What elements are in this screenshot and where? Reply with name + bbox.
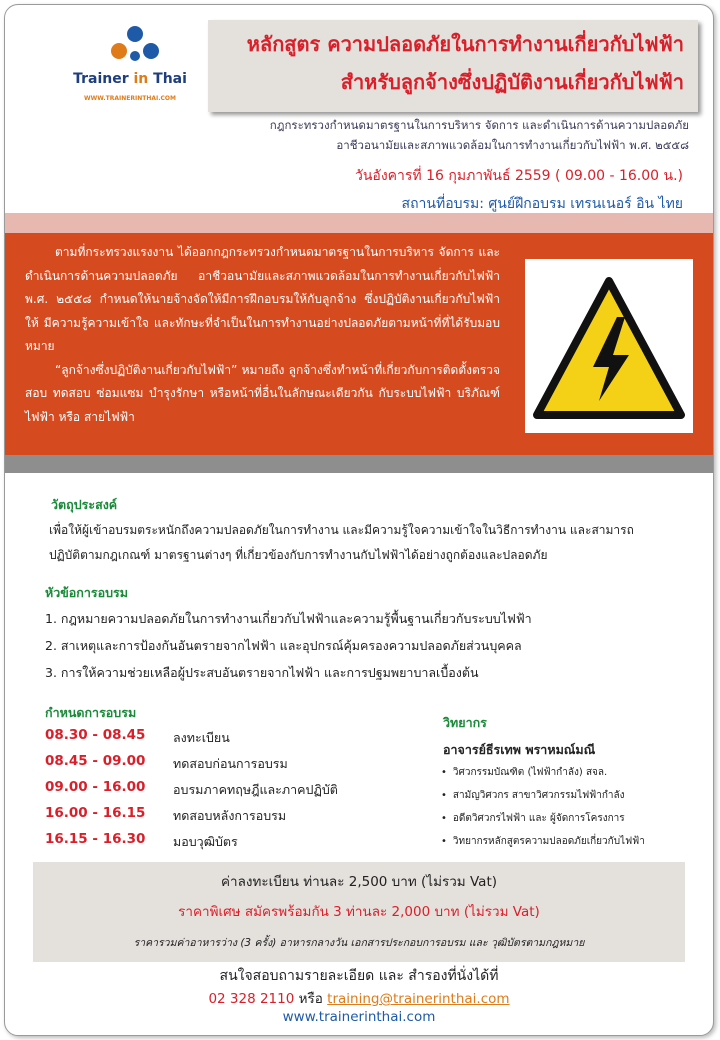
credential-item: • อดีตวิศวกรไฟฟ้า และ ผู้จัดการโครงการ [441,807,645,830]
schedule-time-4: 16.00 - 16.15 [45,805,146,821]
regulation-line2: อาชีวอนามัยและสภาพแวดล้อมในการทำงานเกี่ยวกับไฟฟ้า พ.ศ. ๒๕๕๘ [336,138,689,152]
topics-heading: หัวข้อการอบรม [45,585,129,600]
logo-name: Trainer in Thai [73,71,187,87]
credential-item: • สามัญวิศวกร สาขาวิศวกรรมไฟฟ้ากำลัง [441,784,645,807]
schedule-time-1: 08.30 - 08.45 [45,727,146,743]
speaker-name: อาจารย์ธีรเทพ พราหมณ์มณี [443,742,596,757]
schedule-time-5: 16.15 - 16.30 [45,831,146,847]
pricing-box [33,862,685,962]
objective-line2: ปฏิบัติตามกฎเกณฑ์ มาตรฐานต่างๆ ที่เกี่ยวข้องกับการทำงานกับไฟฟ้าได้อย่างถูกต้องและปลอดภัย [49,548,548,562]
topic-item-1: 1. กฎหมายความปลอดภัยในการทำงานเกี่ยวกับไฟฟ้าและความรู้พื้นฐานเกี่ยวกับระบบไฟฟ้า [45,611,532,626]
contact-phone[interactable]: 02 328 2110 [208,991,295,1007]
speaker-credentials [441,761,645,853]
intro-paragraph-2: “ลูกจ้างซึ่งปฏิบัติงานเกี่ยวกับไฟฟ้า” หมายถึง ลูกจ้างซึ่งทำหน้าที่เกี่ยวกับการติดตั้งตรวจสอบ ทดสอบ ซ่อมแซม บำรุงรักษา หรือหน้าที่อื่นในลักษณะเดียวกัน กับระบบไฟฟ้า บริภัณฑ์ไฟฟ้า หรือ สายไฟฟ้า [25,362,500,424]
contact-or: หรือ [294,991,328,1007]
high-voltage-warning-icon [525,259,693,433]
logo-dots-icon [95,25,175,75]
speaker-heading: วิทยากร [443,715,487,730]
special-price: ราคาพิเศษ สมัครพร้อมกัน 3 ท่านละ 2,000 บาท (ไม่รวม Vat) [178,904,540,920]
website-link[interactable]: www.trainerinthai.com [282,1009,436,1025]
schedule-activity-4: ทดสอบหลังการอบรม [173,808,287,823]
objective-heading: วัตถุประสงค์ [51,497,118,512]
topic-item-2: 2. สาเหตุและการป้องกันอันตรายจากไฟฟ้า และอุปกรณ์คุ้มครองความปลอดภัยส่วนบุคคล [45,638,522,653]
schedule-activity-5: มอบวุฒิบัตร [173,834,238,849]
credential-item: • วิศวกรรมบัณฑิต (ไฟฟ้ากำลัง) สจล. [441,761,645,784]
contact-details [5,987,713,1009]
schedule-activity-1: ลงทะเบียน [173,730,230,745]
warning-sign-panel [525,259,693,433]
credential-item: • วิทยากรหลักสูตรความปลอดภัยเกี่ยวกับไฟฟ้า [441,830,645,853]
schedule-time-3: 09.00 - 16.00 [45,779,146,795]
intro-paragraph-1: ตามที่กระทรวงแรงงาน ได้ออกกฎกระทรวงกำหนดมาตรฐานในการบริหาร จัดการ และดำเนินการด้านความปลอดภัย อาชีวอนามัยและสภาพแวดล้อมในการทำงานเกี่ยวกับไฟฟ้า พ.ศ. ๒๕๕๘ กำหนดให้นายจ้างจัดให้มีการฝึกอบรมให้กับลูกจ้าง ซึ่งปฏิบัติงานเกี่ยวกับไฟฟ้าให้ มีความรู้ความเข้าใจ และทักษะที่จำเป็นในการทำงานอย่างปลอดภัยตามหน้าที่ที่ได้รับมอบหมาย [25,245,500,353]
topic-item-3: 3. การให้ความช่วยเหลือผู้ประสบอันตรายจากไฟฟ้า และการปฐมพยาบาลเบื้องต้น [45,665,479,680]
logo-url: WWW.TRAINERINTHAI.COM [84,95,176,102]
regular-price: ค่าลงทะเบียน ท่านละ 2,500 บาท (ไม่รวม Vat) [220,874,498,890]
course-title-line1: หลักสูตร ความปลอดภัยในการทำงานเกี่ยวกับไฟฟ้า [246,32,684,56]
contact-heading: สนใจสอบถามรายละเอียด และ สำรองที่นั่งได้ที่ [219,968,499,984]
contact-email-link[interactable]: training@trainerinthai.com [327,991,510,1007]
logo [55,23,205,113]
schedule-activity-3: อบรมภาคทฤษฎีและภาคปฏิบัติ [173,782,338,797]
course-venue: สถานที่อบรม: ศูนย์ฝึกอบรม เทรนเนอร์ อิน ไทย [401,196,683,212]
divider-pink [5,213,713,233]
flyer-frame [4,4,714,1036]
course-title-line2: สำหรับลูกจ้างซึ่งปฏิบัติงานเกี่ยวกับไฟฟ้า [340,70,684,94]
price-includes: ราคารวมค่าอาหารว่าง (3 ครั้ง) อาหารกลางวัน เอกสารประกอบการอบรม และ วุฒิบัตรตามกฎหมาย [133,937,585,949]
schedule-time-2: 08.45 - 09.00 [45,753,146,769]
course-date: วันอังคารที่ 16 กุมภาพันธ์ 2559 ( 09.00 - 16.00 น.) [355,168,683,184]
intro-panel [5,233,713,455]
title-box [208,20,698,112]
intro-text [25,241,500,429]
divider-gray [5,455,713,473]
schedule-heading: กำหนดการอบรม [45,705,137,720]
objective-line1: เพื่อให้ผู้เข้าอบรมตระหนักถึงความปลอดภัยในการทำงาน และมีความรู้ใจความเข้าใจในวิธีการทำงาน และสามารถ [49,523,634,537]
regulation-line1: กฎกระทรวงกำหนดมาตรฐานในการบริหาร จัดการ และดำเนินการด้านความปลอดภัย [269,118,689,132]
schedule-activity-2: ทดสอบก่อนการอบรม [173,756,288,771]
